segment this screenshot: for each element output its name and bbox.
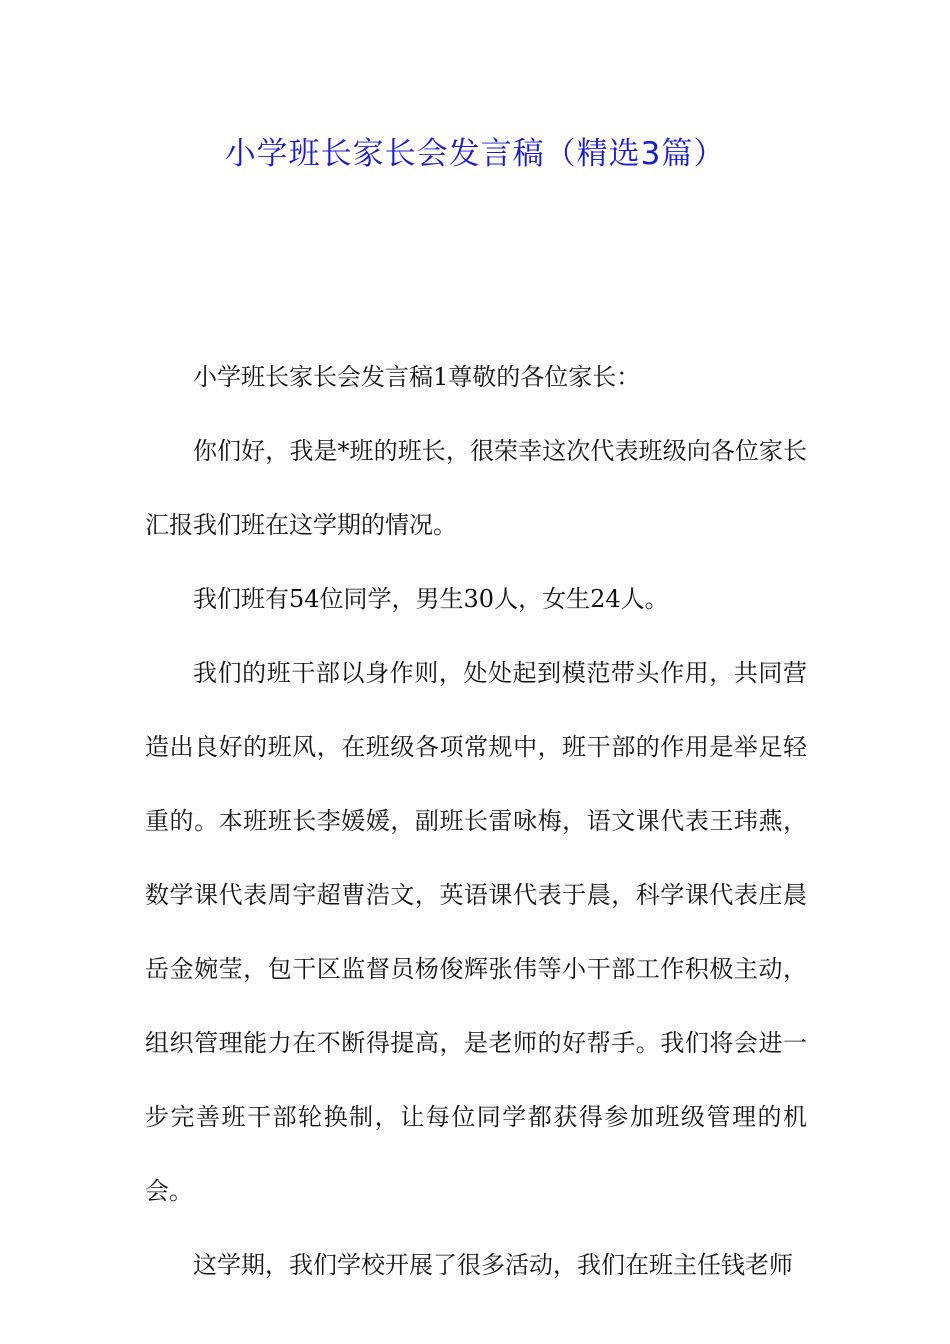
document-body — [145, 340, 807, 1302]
paragraph-class-cadres: 我们的班干部以身作则，处处起到模范带头作用，共同营造出良好的班风，在班级各项常规中，班干部的作用是举足轻重的。本班班长李媛媛，副班长雷咏梅，语文课代表王玮燕，数学课代表周宇超曹浩文，英语课代表于晨，科学课代表庄晨岳金婉莹，包干区监督员杨俊辉张伟等小干部工作积极主动，组织管理能力在不断得提高，是老师的好帮手。我们将会进一步完善班干部轮换制，让每位同学都获得参加班级管理的机会。 — [145, 659, 807, 1205]
paragraph-class-size: 我们班有54位同学，男生30人，女生24人。 — [193, 585, 669, 613]
paragraph-intro: 你们好，我是*班的班长，很荣幸这次代表班级向各位家长汇报我们班在这学期的情况。 — [145, 437, 807, 539]
document-title: 小学班长家长会发言稿（精选3篇） — [224, 136, 726, 172]
paragraph-activities: 这学期，我们学校开展了很多活动，我们在班主任钱老师 — [193, 1251, 793, 1279]
paragraph-greeting: 小学班长家长会发言稿1尊敬的各位家长： — [193, 363, 641, 391]
